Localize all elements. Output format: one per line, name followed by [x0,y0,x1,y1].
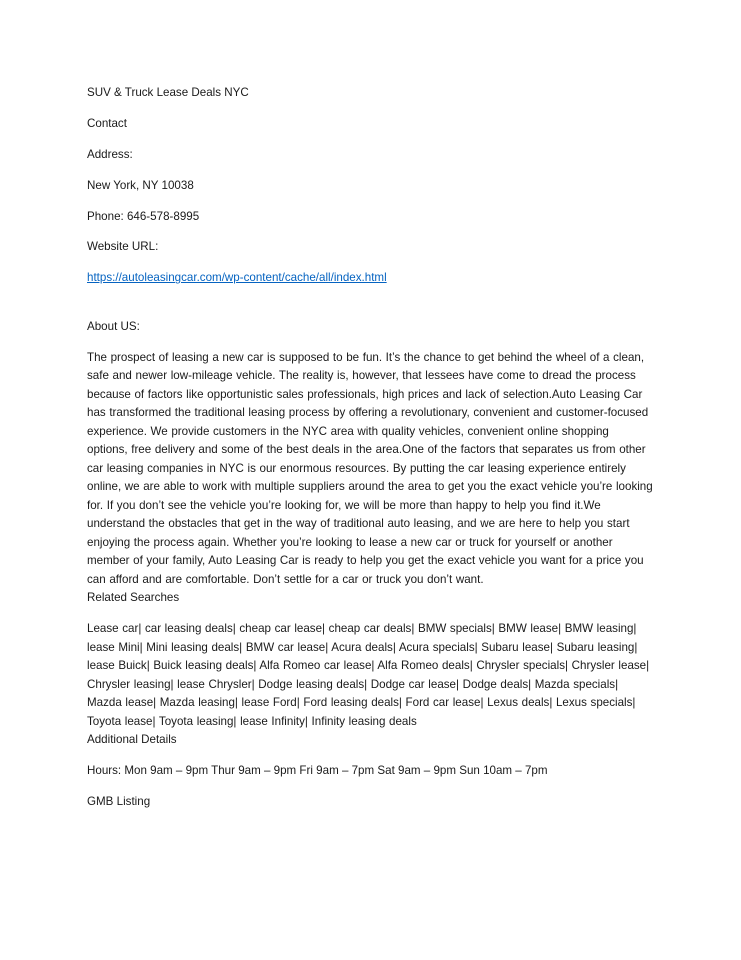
section-spacer [87,288,653,318]
about-heading: About US: [87,319,140,333]
related-searches-list: Lease car| car leasing deals| cheap car lease| cheap car deals| BMW specials| BMW lease| BMW leasing| lease Mini| Mini leasing deals| BMW car lease| Acura deals| Acura specials| Subaru lease| Subaru leasing| lease Buick| Buick leasing deals| Alfa Romeo car lease| Alfa Romeo deals| Chrysler specials| Chrysler lease| Chrysler leasing| lease Chrysler| Dodge leasing deals| Dodge car lease| Dodge deals| Mazda specials| Mazda lease| Mazda leasing| lease Ford| Ford leasing deals| Ford car lease| Lexus deals| Lexus specials| Toyota lease| Toyota leasing| lease Infinity| Infinity leasing deals [87,622,650,728]
phone-number: Phone: 646-578-8995 [87,209,200,223]
address-label: Address: [87,147,133,161]
contact-heading: Contact [87,116,127,130]
address-value: New York, NY 10038 [87,178,194,192]
additional-details-heading: Additional Details [87,733,177,747]
website-link-line [87,269,653,288]
website-label: Website URL: [87,240,159,254]
about-paragraph: The prospect of leasing a new car is supposed to be fun. It’s the chance to get behind the wheel of a clean, safe and newer low-mileage vehicle. The reality is, however, that lessees have come to dread the process because of factors like opportunistic sales professionals, high prices and lack of selection.Auto Leasing Car has transformed the traditional leasing process by offering a revolutionary, convenient and customer-focused experience. We provide customers in the NYC area with quality vehicles, convenient online shopping options, free delivery and some of the best deals in the area.One of the factors that separates us from other car leasing companies in NYC is our enormous resources. By putting the car leasing experience entirely online, we are able to work with multiple suppliers around the area to get you the exact vehicle you’re looking for. If you don’t see the vehicle you’re looking for, we will be more than happy to help you find it.We understand the obstacles that get in the way of traditional auto leasing, and we are here to help you start enjoying the process again. Whether you’re looking to lease a new car or truck for yourself or another member of your family, Auto Leasing Car is ready to help you get the exact vehicle you want for a price you can afford and are comfortable. Don’t settle for a car or truck you don’t want. [87,350,653,586]
business-hours: Hours: Mon 9am – 9pm Thur 9am – 9pm Fri 9am – 7pm Sat 9am – 9pm Sun 10am – 7pm [87,764,548,778]
document-page [87,84,653,824]
gmb-listing-label: GMB Listing [87,794,151,808]
website-link[interactable]: https://autoleasingcar.com/wp-content/cache/all/index.html [87,271,387,285]
related-searches-heading: Related Searches [87,591,180,605]
page-title: SUV & Truck Lease Deals NYC [87,86,249,99]
